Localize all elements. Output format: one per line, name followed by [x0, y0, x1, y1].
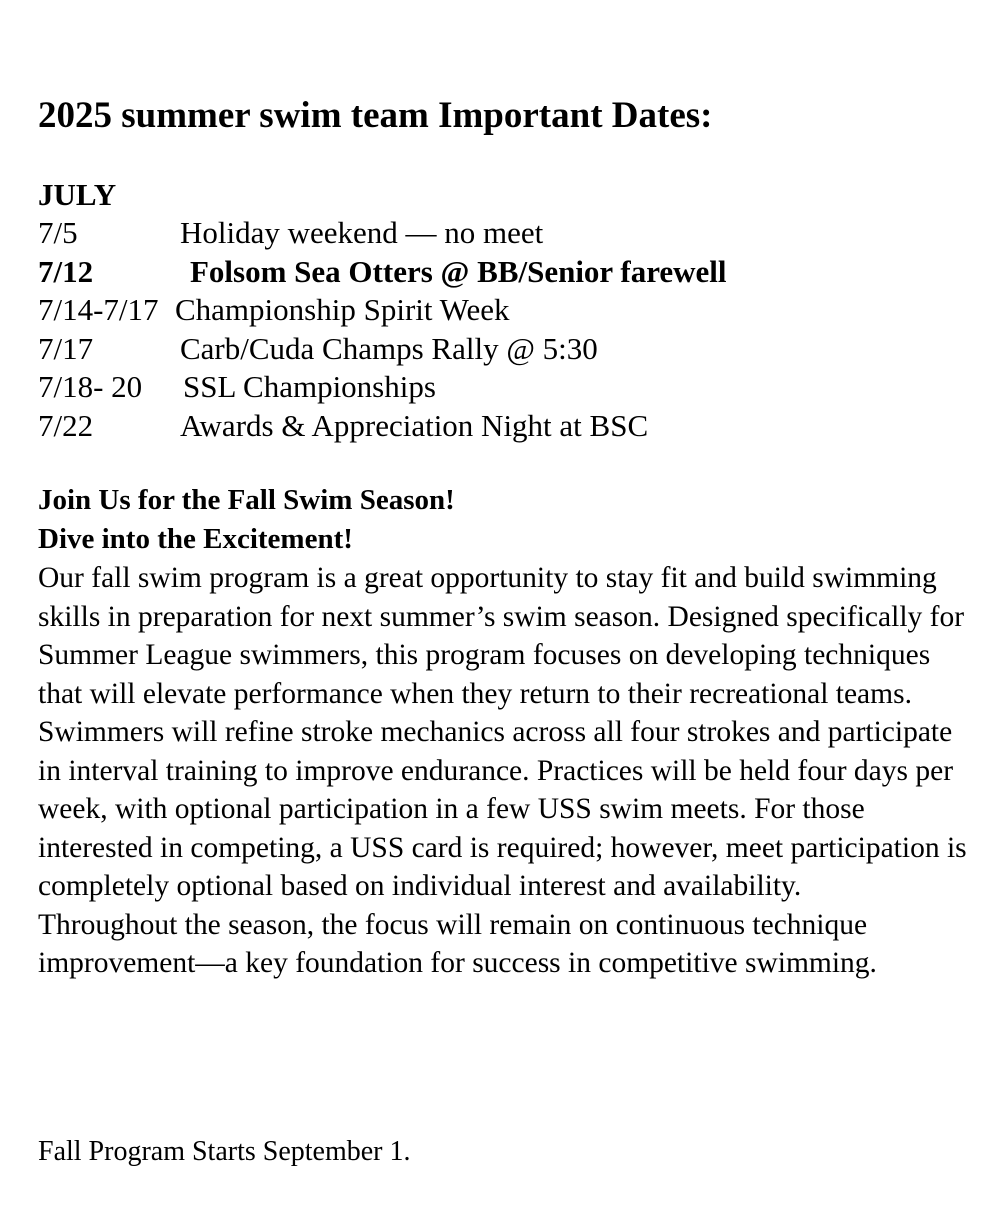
- month-heading: JULY: [38, 177, 117, 212]
- date-row: [38, 368, 978, 407]
- fall-season-section: [38, 481, 978, 983]
- event-label: SSL Championships: [183, 369, 436, 405]
- fall-paragraph: Swimmers will refine stroke mechanics across all four strokes and participate in interval training to improve endurance. Practices will be held four days per week, with optional participation in a few USS swim meets. For those interested in competing, a USS card is required; however, meet participation is completely optional based on individual interest and availability.: [38, 716, 967, 902]
- date-label: 7/12: [38, 253, 94, 289]
- program-start-note: Fall Program Starts September 1.: [38, 1136, 411, 1167]
- fall-heading: Join Us for the Fall Swim Season!: [38, 484, 455, 516]
- event-label: Carb/Cuda Champs Rally @ 5:30: [180, 330, 598, 366]
- fall-subheading: Dive into the Excitement!: [38, 523, 353, 555]
- date-label: 7/22: [38, 407, 94, 443]
- date-row: [38, 330, 978, 369]
- date-label: 7/14-7/17: [38, 292, 159, 328]
- date-row: [38, 291, 978, 330]
- date-row: [38, 214, 978, 253]
- page-title: 2025 summer swim team Important Dates:: [38, 95, 713, 136]
- date-row: [38, 407, 978, 446]
- date-label: 7/18- 20: [38, 369, 143, 405]
- fall-paragraph: Throughout the season, the focus will remain on continuous technique improvement—a key foundation for success in competitive swimming.: [38, 908, 877, 979]
- event-label: Folsom Sea Otters @ BB/Senior farewell: [190, 253, 727, 289]
- dates-list: [38, 214, 978, 446]
- date-label: 7/17: [38, 330, 94, 366]
- event-label: Holiday weekend — no meet: [180, 215, 544, 250]
- fall-paragraph: Our fall swim program is a great opportunity to stay fit and build swimming skills in preparation for next summer’s swim season. Designed specifically for Summer League swimmers, this program focuses on developing techniques that will elevate performance when they return to their recreational teams.: [38, 562, 965, 710]
- date-row: [38, 253, 978, 292]
- date-label: 7/5: [38, 215, 78, 250]
- event-label: Championship Spirit Week: [175, 292, 510, 328]
- event-label: Awards & Appreciation Night at BSC: [180, 407, 649, 443]
